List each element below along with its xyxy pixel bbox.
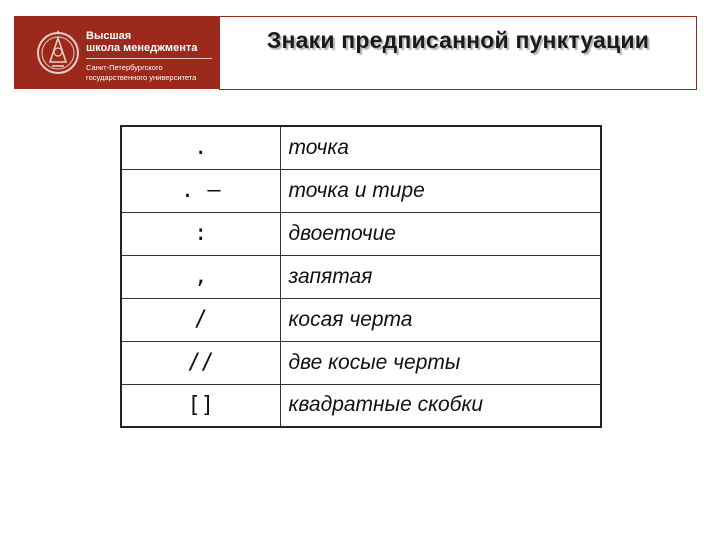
symbol-cell: , <box>121 255 280 298</box>
table-row <box>121 126 601 169</box>
name-cell: запятая <box>280 255 601 298</box>
name-cell: точка и тире <box>280 169 601 212</box>
table-row <box>121 212 601 255</box>
logo-title-line2: школа менеджмента <box>86 42 198 54</box>
table-row <box>121 384 601 427</box>
symbol-cell: / <box>121 298 280 341</box>
logo-divider <box>86 58 212 59</box>
logo-banner <box>14 16 219 89</box>
table-row <box>121 169 601 212</box>
symbol-cell: . <box>121 126 280 169</box>
symbol-cell: // <box>121 341 280 384</box>
name-cell: точка <box>280 126 601 169</box>
table-row <box>121 298 601 341</box>
table-row <box>121 255 601 298</box>
slide-title: Знаки предписанной пунктуации <box>266 27 650 53</box>
symbol-cell: : <box>121 212 280 255</box>
symbol-cell: . – <box>121 169 280 212</box>
name-cell: двоеточие <box>280 212 601 255</box>
title-banner <box>219 16 697 90</box>
symbol-cell: [] <box>121 384 280 427</box>
name-cell: квадратные скобки <box>280 384 601 427</box>
university-emblem-icon <box>36 26 80 80</box>
table-row <box>121 341 601 384</box>
name-cell: косая черта <box>280 298 601 341</box>
logo-title-line1: Высшая <box>86 30 132 42</box>
logo-subtitle-line1: Санкт-Петербургского <box>86 63 163 72</box>
punctuation-table <box>120 125 602 428</box>
name-cell: две косые черты <box>280 341 601 384</box>
logo-subtitle-line2: государственного университета <box>86 73 197 82</box>
